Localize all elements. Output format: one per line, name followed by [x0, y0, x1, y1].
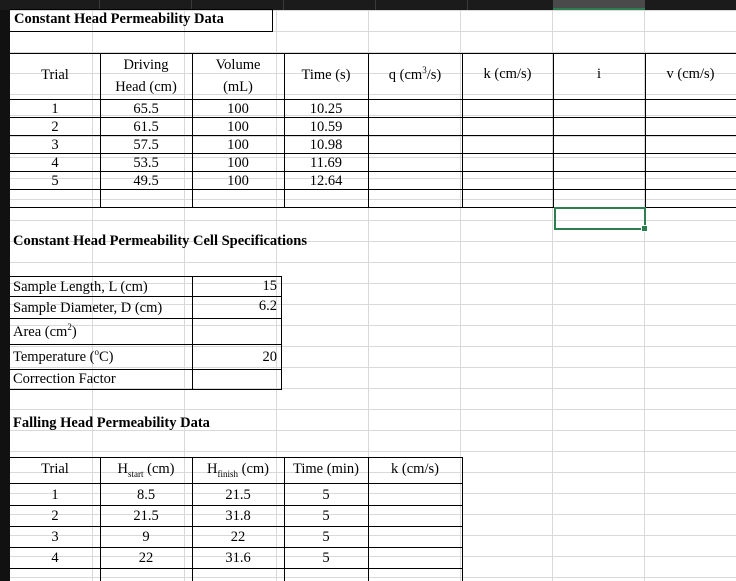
section-title-falling-head: Falling Head Permeability Data [13, 415, 210, 431]
spec-length-label: Sample Length, L (cm) [13, 279, 148, 295]
border-line [10, 31, 272, 32]
cell-trial[interactable]: 1 [51, 487, 59, 503]
header-trial: Trial [41, 67, 69, 83]
spec-length-value[interactable]: 15 [262, 278, 277, 294]
spec-diameter-value[interactable]: 6.2 [258, 298, 277, 314]
cell-time-min[interactable]: 5 [322, 487, 330, 503]
cell-time[interactable]: 10.25 [309, 101, 343, 117]
header-i: i [596, 66, 602, 82]
cell-h-finish[interactable]: 31.8 [225, 508, 251, 524]
cell-h-start[interactable]: 22 [138, 550, 154, 566]
table-border [10, 153, 736, 154]
cell-time[interactable]: 10.59 [309, 119, 343, 135]
cell-driving-head[interactable]: 61.5 [133, 119, 159, 135]
cell-trial[interactable]: 4 [51, 550, 59, 566]
cell-time[interactable]: 12.64 [309, 173, 343, 189]
cell-time-min[interactable]: 5 [322, 550, 330, 566]
spec-border [10, 389, 282, 390]
spec-border [10, 276, 282, 277]
header-time: Time (s) [301, 67, 351, 83]
header-trial-falling: Trial [41, 461, 69, 477]
table-border [10, 99, 736, 100]
cell-h-finish[interactable]: 22 [230, 529, 246, 545]
cell-volume[interactable]: 100 [227, 137, 249, 153]
border-line [10, 9, 272, 10]
spec-area-label: Area $(cm^2)$ [13, 322, 77, 340]
cell-trial[interactable]: 5 [51, 173, 59, 189]
table-border [10, 53, 736, 54]
cell-trial[interactable]: 1 [51, 101, 59, 117]
table2-border [10, 457, 463, 458]
spec-border [10, 369, 282, 370]
header-driving-head-line1: Driving [123, 57, 169, 73]
cell-driving-head[interactable]: 53.5 [133, 155, 159, 171]
header-q: q $(cm^3/s)$ [388, 65, 442, 83]
cell-h-finish[interactable]: 21.5 [225, 487, 251, 503]
cell-driving-head[interactable]: 65.5 [133, 101, 159, 117]
row-header-strip[interactable] [0, 10, 10, 581]
column-header-selected[interactable] [553, 0, 645, 10]
cell-time-min[interactable]: 5 [322, 508, 330, 524]
cell-driving-head[interactable]: 49.5 [133, 173, 159, 189]
cell-h-finish[interactable]: 31.6 [225, 550, 251, 566]
table2-border [10, 568, 463, 569]
cell-time[interactable]: 11.69 [309, 155, 343, 171]
cell-volume[interactable]: 100 [227, 119, 249, 135]
cell-h-start[interactable]: 9 [142, 529, 150, 545]
section-title-cell-specifications: Constant Head Permeability Cell Specifications [13, 233, 308, 249]
cell-time[interactable]: 10.98 [309, 137, 343, 153]
cell-volume[interactable]: 100 [227, 173, 249, 189]
header-volume-line2: (mL) [223, 79, 253, 95]
spec-border [10, 296, 282, 297]
cell-trial[interactable]: 4 [51, 155, 59, 171]
section-title-constant-head: Constant Head Permeability Data [14, 11, 224, 27]
table2-border [10, 547, 463, 548]
cell-driving-head[interactable]: 57.5 [133, 137, 159, 153]
cell-trial[interactable]: 3 [51, 137, 59, 153]
table2-border [10, 483, 463, 484]
spec-temperature-value[interactable]: 20 [262, 349, 277, 365]
cell-volume[interactable]: 100 [227, 101, 249, 117]
header-driving-head-line2: Head (cm) [115, 79, 177, 95]
spec-border [10, 344, 282, 345]
header-k-falling: k (cm/s) [391, 461, 439, 477]
spec-border [281, 276, 282, 390]
spec-temperature-label: Temperature ($^o$C) [13, 347, 114, 365]
cell-trial[interactable]: 3 [51, 529, 59, 545]
table-border [10, 189, 736, 190]
cell-time-min[interactable]: 5 [322, 529, 330, 545]
active-cell-selection[interactable] [554, 207, 646, 230]
header-volume-line1: Volume [215, 57, 261, 73]
spec-diameter-label: Sample Diameter, D (cm) [13, 300, 163, 316]
header-v: v (cm/s) [666, 66, 715, 82]
border-line [272, 9, 273, 32]
header-h-start: $H_{start}$ (cm) [117, 461, 175, 479]
header-k: k (cm/s) [483, 66, 532, 82]
cell-h-start[interactable]: 8.5 [136, 487, 156, 503]
table-border [10, 171, 736, 172]
column-header-e[interactable] [376, 0, 468, 10]
table-border [10, 135, 736, 136]
spec-border [10, 318, 282, 319]
table2-border [10, 526, 463, 527]
header-time-min: Time (min) [293, 461, 359, 477]
fill-handle[interactable] [641, 225, 648, 232]
cell-trial[interactable]: 2 [51, 119, 59, 135]
table2-border [10, 505, 463, 506]
cell-volume[interactable]: 100 [227, 155, 249, 171]
spec-correction-label: Correction Factor [13, 371, 116, 387]
table2-border [462, 457, 463, 581]
header-h-finish: $H_{finish}$ (cm) [207, 461, 269, 479]
cell-h-start[interactable]: 21.5 [133, 508, 159, 524]
table-border [10, 117, 736, 118]
cell-trial[interactable]: 2 [51, 508, 59, 524]
column-header-f[interactable] [468, 0, 560, 10]
column-header-d[interactable] [284, 0, 376, 10]
